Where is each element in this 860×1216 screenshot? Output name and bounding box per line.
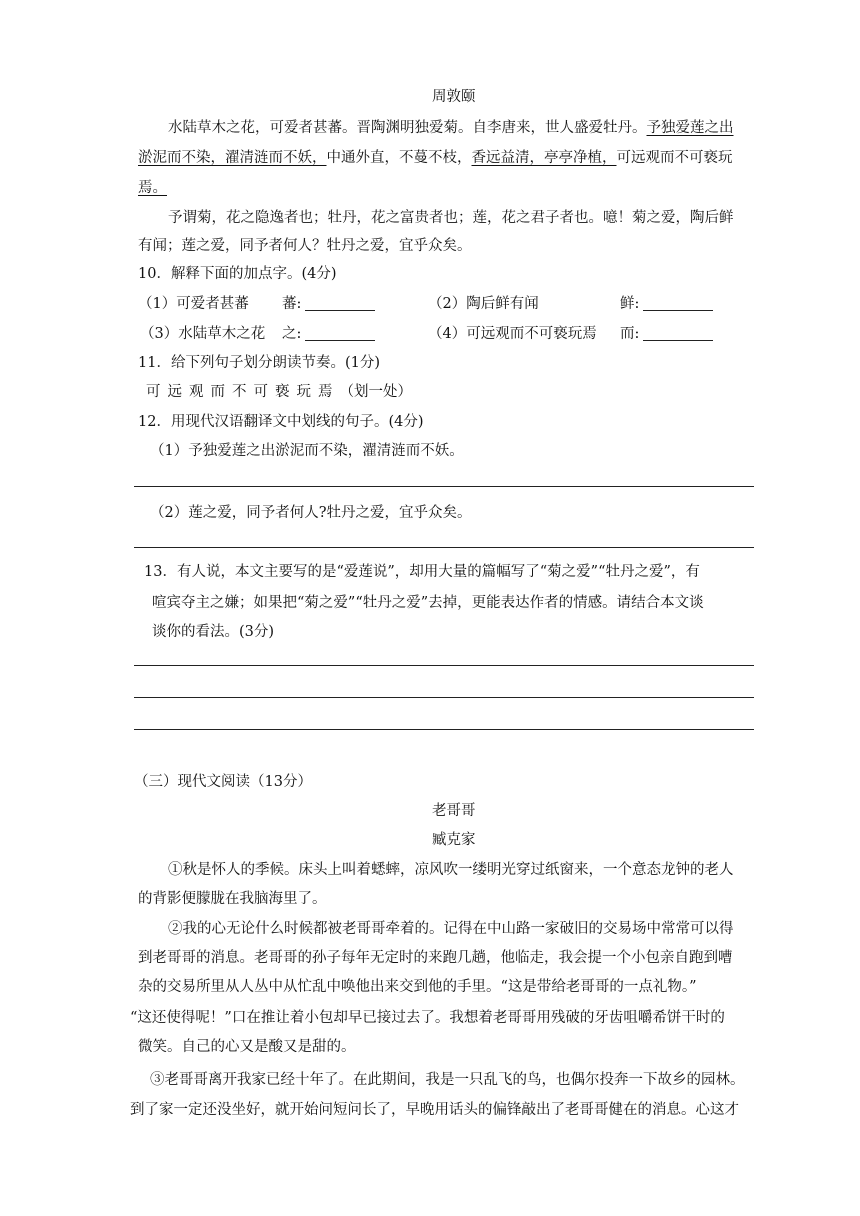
rhythm-sentence: 可远观而不可亵玩焉: [146, 384, 340, 400]
question-13-line-2: 喧宾夺主之嫌；如果把“菊之爱”“牡丹之爱”去掉，更能表达作者的情感。请结合本文谈: [152, 595, 704, 611]
answer-blank[interactable]: [305, 296, 375, 311]
target-char: 鲜:: [620, 296, 640, 312]
article-paragraph-1-line-1: ①秋是怀人的季候。床头上叫着蟋蟀，凉风吹一缕明光穿过纸窗来，一个意态龙钟的老人: [168, 862, 734, 878]
answer-line[interactable]: [134, 486, 754, 487]
article-paragraph-2-line-4: “这还使得呢！”口在推让着小包却早已接过去了。我想着老哥哥用残破的牙齿咀嚼希饼干时的: [130, 1010, 725, 1026]
classical-author: 周敦颐: [432, 89, 476, 105]
article-author: 臧克家: [432, 832, 476, 848]
question-10-item-2-answer: [620, 294, 713, 314]
item-label: （3）水陆草木之花: [140, 326, 266, 342]
answer-line[interactable]: [134, 729, 754, 730]
question-10-item-2: [428, 294, 539, 314]
answer-blank[interactable]: [643, 326, 713, 341]
question-13-line-1: 13．有人说，本文主要写的是“爱莲说”，却用大量的篇幅写了“菊之爱”“牡丹之爱”，有: [144, 564, 700, 580]
question-10-item-4: [428, 324, 597, 344]
item-label: （2）陶后鲜有闻: [428, 296, 539, 312]
item-label: （4）可远观而不可亵玩焉: [428, 326, 597, 342]
question-10-item-1-answer: [282, 294, 375, 314]
article-paragraph-3-line-2: 到了家一定还没坐好，就开始问短问长了，早晚用话头的偏锋敲出了老哥哥健在的消息。心这才: [130, 1102, 739, 1118]
article-paragraph-2-line-2: 到老哥哥的消息。老哥哥的孙子每年无定时的来跑几趟，他临走，我会提一个小包亲自跑到嘈: [138, 950, 733, 966]
classical-paragraph-1-line-3: [138, 178, 167, 198]
answer-blank[interactable]: [643, 296, 713, 311]
target-char: 之:: [282, 326, 302, 342]
underlined-sentence: 焉。: [138, 180, 167, 196]
article-paragraph-2-line-1: ②我的心无论什么时候都被老哥哥牵着的。记得在中山路一家破旧的交易场中常常可以得: [168, 921, 734, 937]
underlined-sentence: 淤泥而不染，濯清涟而不妖，: [138, 150, 327, 166]
article-paragraph-2-line-5: 微笑。自己的心又是酸又是甜的。: [138, 1039, 356, 1055]
classical-paragraph-2-line-1: 予谓菊，花之隐逸者也；牡丹，花之富贵者也；莲，花之君子者也。噫！菊之爱，陶后鲜: [168, 210, 734, 226]
question-10-item-3-answer: [282, 324, 375, 344]
underlined-sentence: 予独爱莲之出: [646, 120, 734, 136]
article-title: 老哥哥: [432, 803, 476, 819]
text-segment: 中通外直，不蔓不枝，: [326, 150, 472, 166]
question-12-item-2: （2）莲之爱，同予者何人?牡丹之爱，宜乎众矣。: [150, 505, 472, 521]
question-13-line-3: 谈你的看法。(3分): [152, 624, 275, 640]
question-11-stem: 11．给下列句子划分朗读节奏。(1分): [138, 355, 380, 371]
underlined-sentence: 香远益清，亭亭净植，: [471, 150, 617, 166]
answer-line[interactable]: [134, 697, 754, 698]
item-label: （1）可爱者甚蕃: [138, 296, 249, 312]
answer-blank[interactable]: [305, 326, 375, 341]
answer-line[interactable]: [134, 547, 754, 548]
question-10-item-3: [140, 324, 265, 344]
target-char: 而:: [620, 326, 640, 342]
target-char: 蕃:: [282, 296, 302, 312]
question-12-item-1: （1）予独爱莲之出淤泥而不染，濯清涟而不妖。: [150, 443, 464, 459]
classical-paragraph-1-line-1: [168, 118, 734, 138]
text-segment: 可远观而不可亵玩: [616, 150, 733, 166]
article-paragraph-2-line-3: 杂的交易所里从人丛中从忙乱中唤他出来交到他的手里。“这是带给老哥哥的一点礼物。”: [138, 979, 697, 995]
classical-paragraph-1-line-2: [138, 148, 733, 168]
article-paragraph-1-line-2: 的背影便朦胧在我脑海里了。: [138, 891, 327, 907]
question-11-sentence: [146, 382, 412, 402]
answer-line[interactable]: [134, 665, 754, 666]
question-12-stem: 12．用现代汉语翻译文中划线的句子。(4分): [138, 414, 424, 430]
classical-paragraph-2-line-2: 有闻；莲之爱，同予者何人？牡丹之爱，宜乎众矣。: [138, 238, 472, 254]
text-segment: 水陆草木之花，可爱者甚蕃。晋陶渊明独爱菊。自李唐来，世人盛爱牡丹。: [168, 120, 647, 136]
question-10-stem: 10．解释下面的加点字。(4分): [138, 266, 337, 282]
article-paragraph-3-line-1: ③老哥哥离开我家已经十年了。在此期间，我是一只乱飞的鸟，也偶尔投奔一下故乡的园林。: [150, 1072, 745, 1088]
question-10-item-1: [138, 294, 249, 314]
question-10-item-4-answer: [620, 324, 713, 344]
section-title: （三）现代文阅读（13分）: [134, 774, 312, 790]
rhythm-note: （划一处）: [339, 384, 412, 400]
